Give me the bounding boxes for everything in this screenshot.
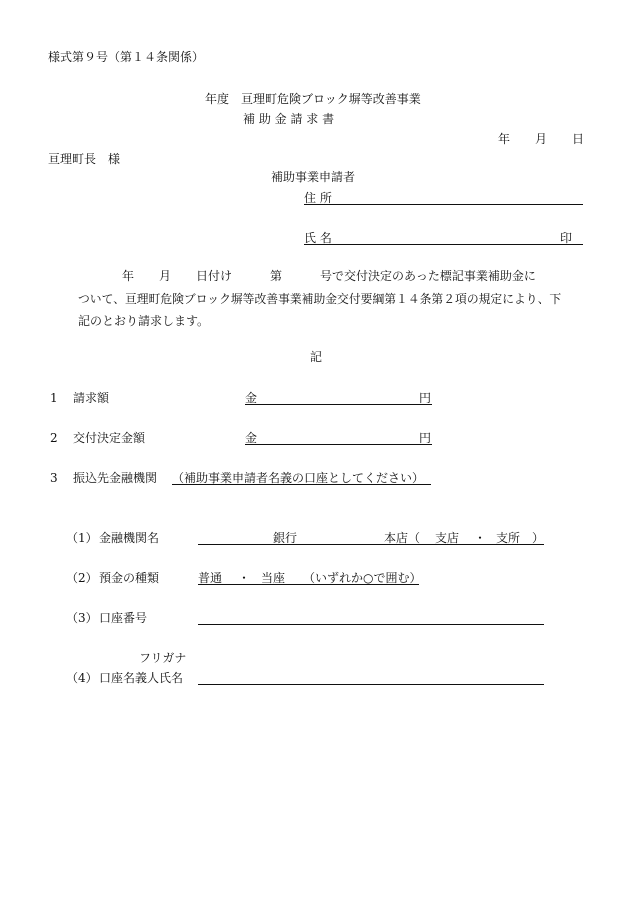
item-1-number: 1 xyxy=(50,391,58,405)
account-holder-field[interactable] xyxy=(198,684,544,685)
item-2-number: 2 xyxy=(50,431,58,445)
bank-suffix: 銀行 xyxy=(273,531,298,545)
body-line3: 記のとおり請求します。 xyxy=(78,314,210,328)
name-label: 氏 名 xyxy=(304,231,332,245)
title-line1: 年度 亘理町危険ブロック塀等改善事業 xyxy=(205,92,421,106)
shisho-label: 支所 ） xyxy=(496,531,545,545)
date-month: 月 xyxy=(535,132,548,146)
name-field[interactable] xyxy=(304,244,583,245)
body-line2: ついて、亘理町危険ブロック塀等改善事業補助金交付要綱第１４条第２項の規定により、下 xyxy=(78,292,562,306)
item-2-suffix: 円 xyxy=(419,431,432,445)
body-month: 月 xyxy=(159,269,172,283)
bank-row1-number: （1） xyxy=(66,531,98,545)
title-line2: 補 助 金 請 求 書 xyxy=(243,112,335,126)
furigana-label: フリガナ xyxy=(139,651,187,665)
applicant-heading: 補助事業申請者 xyxy=(271,170,356,184)
seal-mark: 印 xyxy=(560,231,573,245)
body-dai: 第 xyxy=(270,269,283,283)
toza-option[interactable]: 当座 xyxy=(261,571,286,585)
bank-name-field[interactable] xyxy=(198,544,544,545)
address-label: 住 所 xyxy=(304,191,332,205)
item-2-prefix: 金 xyxy=(245,431,258,445)
addressee: 亘理町長 様 xyxy=(48,152,121,166)
item-3-note: （補助事業申請者名義の口座としてください） xyxy=(172,471,425,485)
decided-amount-field[interactable] xyxy=(245,444,432,445)
item-2-label: 交付決定金額 xyxy=(73,431,146,445)
item-3-note-underline xyxy=(172,484,431,485)
request-amount-field[interactable] xyxy=(245,404,432,405)
bank-row2-number: （2） xyxy=(66,571,98,585)
address-field[interactable] xyxy=(304,204,583,205)
bank-row1-label: 金融機関名 xyxy=(99,531,160,545)
date-day: 日 xyxy=(572,132,585,146)
item-1-label: 請求額 xyxy=(73,391,110,405)
body-line1-rest: 号で交付決定のあった標記事業補助金に xyxy=(320,269,536,283)
item-3-number: 3 xyxy=(50,471,58,485)
account-number-field[interactable] xyxy=(198,624,544,625)
honten-label: 本店（ xyxy=(384,531,421,545)
bank-row3-number: （3） xyxy=(66,611,98,625)
futsu-option[interactable]: 普通 xyxy=(198,571,223,585)
bank-row4-label: 口座名義人氏名 xyxy=(99,671,184,685)
body-date-suffix: 日付け xyxy=(196,269,233,283)
bank-row2-label: 預金の種類 xyxy=(99,571,160,585)
form-number: 様式第９号（第１４条関係） xyxy=(48,50,205,64)
item-3-label: 振込先金融機関 xyxy=(73,471,158,485)
date-year: 年 xyxy=(498,132,511,146)
bank-row3-label: 口座番号 xyxy=(99,611,148,625)
body-year: 年 xyxy=(122,269,135,283)
separator-dot: ・ xyxy=(474,531,487,545)
account-type-separator: ・ xyxy=(238,571,251,585)
account-type-underline xyxy=(198,584,419,585)
bank-row4-number: （4） xyxy=(66,671,98,685)
item-1-suffix: 円 xyxy=(419,391,432,405)
shiten-label: 支店 xyxy=(435,531,460,545)
ki-mark: 記 xyxy=(310,350,323,364)
account-type-note: （いずれか○で囲む） xyxy=(303,571,422,585)
item-1-prefix: 金 xyxy=(245,391,258,405)
